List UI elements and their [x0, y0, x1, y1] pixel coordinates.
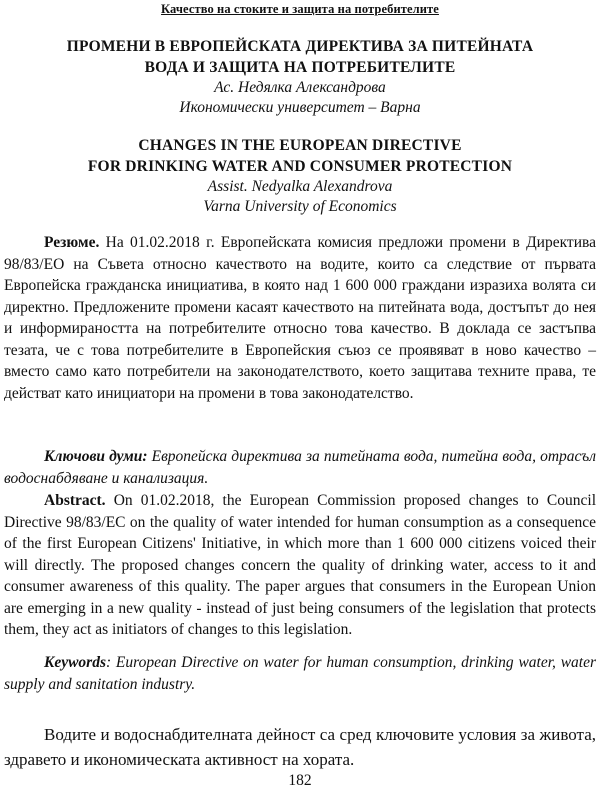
page-number: 182 — [288, 772, 312, 789]
bulgarian-title-block — [0, 36, 600, 118]
bg-abstract-text: На 01.02.2018 г. Европейската комисия предложи промени в Директива 98/83/ЕО на Съвета относно качеството на водите, които са следствие от първата Европейска гражданска инициатива, в която над 1 600 000 граждани изразиха волята си директно. Предложените промени касаят качеството на питейната вода, достъпът до нея и информираността на потребителите относно това качество. В доклада се застъпва тезата, че с това потребителите в Европейския съюз се проявяват в ново качество – вместо само като потребители на законодателството, което защитава техните права, те действат като инициатори на промени в това законодателство. — [4, 234, 596, 402]
en-abstract-label: Abstract. — [44, 492, 106, 509]
bg-keywords-text: Европейска директива за питейната вода, питейна вода, отрасъл водоснабдяване и канализация. — [4, 448, 596, 487]
body-introduction — [4, 722, 596, 772]
en-affiliation: Varna University of Economics — [203, 198, 397, 215]
bulgarian-abstract — [4, 232, 596, 404]
en-title-line-1: CHANGES IN THE EUROPEAN DIRECTIVE — [138, 137, 462, 154]
english-keywords — [4, 652, 596, 695]
en-author: Assist. Nedyalka Alexandrova — [207, 178, 393, 195]
bulgarian-keywords — [4, 446, 596, 489]
en-keywords-label: Keywords — [44, 654, 106, 671]
running-head: Качество на стоките и защита на потребителите — [161, 2, 439, 16]
en-keywords-text: : European Directive on water for human consumption, drinking water, water supply and sanitation industry. — [4, 654, 596, 693]
bg-title-line-2: ВОДА И ЗАЩИТА НА ПОТРЕБИТЕЛИТЕ — [144, 59, 456, 76]
body-intro-paragraph: Водите и водоснабдителната дейност са сред ключовите условия за живота, здравето и икономическата активност на хората. — [4, 725, 596, 769]
bg-keywords-label: Ключови думи: — [44, 448, 148, 465]
bg-title-line-1: ПРОМЕНИ В ЕВРОПЕЙСКАТА ДИРЕКТИВА ЗА ПИТЕЙНАТА — [66, 38, 534, 55]
bg-affiliation: Икономически университет – Варна — [179, 99, 421, 116]
bg-author: Ас. Недялка Александрова — [214, 79, 386, 96]
bg-abstract-label: Резюме. — [44, 234, 100, 251]
english-title-block — [0, 135, 600, 217]
english-abstract — [4, 490, 596, 641]
en-title-line-2: FOR DRINKING WATER AND CONSUMER PROTECTION — [87, 158, 513, 175]
en-abstract-text: On 01.02.2018, the European Commission proposed changes to Council Directive 98/83/EC on the quality of water intended for human consumption as a consequence of the first European Citizens' Initiative, in which more than 1 600 000 citizens voiced their will directly. The proposed changes concern the quality of drinking water, access to it and consumer awareness of this quality. The paper argues that consumers in the European Union are emerging in a new quality - instead of just being consumers of the legislation that protects them, they act as initiators of changes to this legislation. — [4, 492, 596, 638]
